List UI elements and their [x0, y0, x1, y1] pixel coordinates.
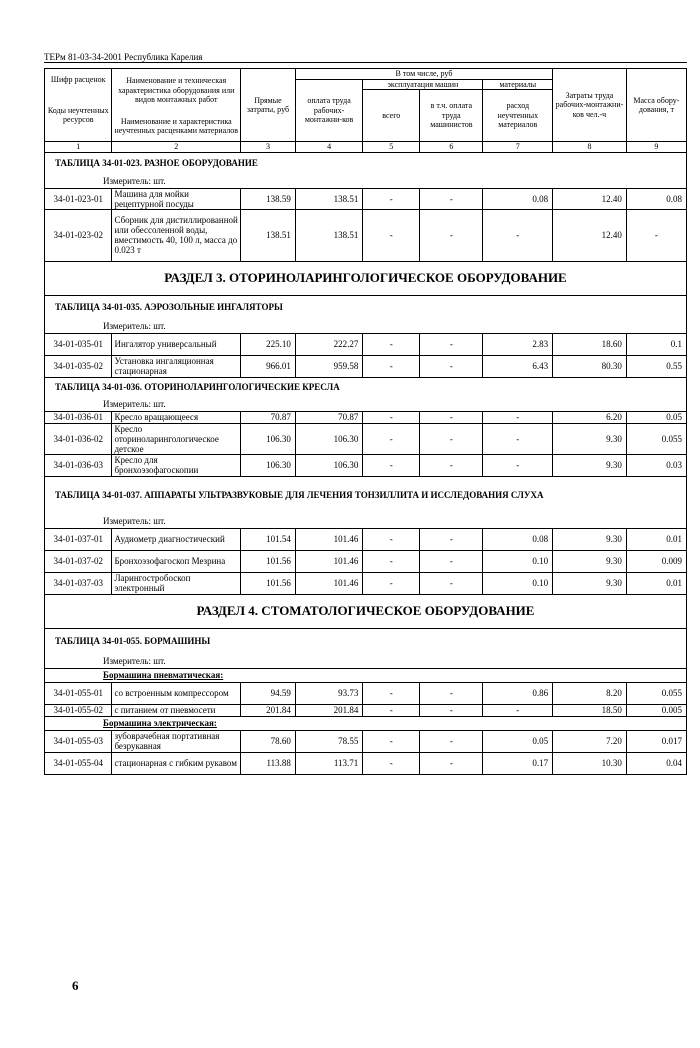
colnum: 5 — [363, 142, 420, 153]
col-header-labor: Затраты труда рабочих-монтажни-ков чел.-ч — [553, 69, 627, 142]
rate-code: 34-01-055-01 — [45, 682, 112, 704]
colnum: 7 — [483, 142, 553, 153]
cell-c4: 78.55 — [295, 730, 362, 752]
item-name: со встроенным компрессором — [112, 682, 241, 704]
col-header-name: Наименование и техническая характеристика оборудования или видов монтажных работ — [112, 69, 241, 112]
cell-c9: 0.005 — [626, 704, 686, 716]
cell-c7: 0.17 — [483, 752, 553, 774]
table-row — [45, 550, 687, 572]
cell-c6: - — [420, 682, 483, 704]
item-name: зубоврачебная портативная безрукавная — [112, 730, 241, 752]
cell-c6: - — [420, 730, 483, 752]
cell-c7: 6.43 — [483, 355, 553, 377]
cell-c8: 12.40 — [553, 188, 627, 209]
col-header-mass: Масса обору-дования, т — [626, 69, 686, 142]
cell-c4: 222.27 — [295, 333, 362, 355]
item-name: Установка ингаляционная стационарная — [112, 355, 241, 377]
cell-c3: 106.30 — [241, 454, 296, 476]
cell-c9: 0.055 — [626, 423, 686, 454]
item-name: стационарная с гибким рукавом — [112, 752, 241, 774]
cell-c3: 101.54 — [241, 528, 296, 550]
colnum: 9 — [626, 142, 686, 153]
cell-c8: 7.20 — [553, 730, 627, 752]
cell-c4: 138.51 — [295, 188, 362, 209]
column-numbers-row — [45, 142, 687, 153]
cell-c9: 0.05 — [626, 411, 686, 423]
cell-c3: 101.56 — [241, 572, 296, 594]
col-header-total: всего — [363, 90, 420, 142]
cell-c3: 225.10 — [241, 333, 296, 355]
rate-code: 34-01-055-04 — [45, 752, 112, 774]
cell-c8: 9.30 — [553, 550, 627, 572]
cell-c4: 93.73 — [295, 682, 362, 704]
cell-c5: - — [363, 454, 420, 476]
item-name: Кресло оториноларингологическое детское — [112, 423, 241, 454]
item-name: Сборник для дистиллированной или обессоленной воды, вместимость 40, 100 л, масса до 0.023 т — [112, 209, 241, 261]
rate-code: 34-01-037-03 — [45, 572, 112, 594]
cell-c7: - — [483, 411, 553, 423]
cell-c9: 0.1 — [626, 333, 686, 355]
cell-c4: 106.30 — [295, 423, 362, 454]
cell-c4: 106.30 — [295, 454, 362, 476]
cell-c3: 966.01 — [241, 355, 296, 377]
cell-c5: - — [363, 730, 420, 752]
cell-c4: 70.87 — [295, 411, 362, 423]
cell-c4: 138.51 — [295, 209, 362, 261]
cell-c9: 0.04 — [626, 752, 686, 774]
rate-code: 34-01-036-03 — [45, 454, 112, 476]
table-title: ТАБЛИЦА 34-01-037. АППАРАТЫ УЛЬТРАЗВУКОВЫЕ ДЛЯ ЛЕЧЕНИЯ ТОНЗИЛЛИТА И ИССЛЕДОВАНИЯ СЛУХА — [45, 476, 687, 514]
colnum: 8 — [553, 142, 627, 153]
rate-code: 34-01-023-02 — [45, 209, 112, 261]
cell-c5: - — [363, 682, 420, 704]
rate-code: 34-01-037-02 — [45, 550, 112, 572]
subgroup-title: Бормашина электрическая: — [45, 716, 687, 730]
cell-c7: 0.10 — [483, 550, 553, 572]
rate-code: 34-01-036-01 — [45, 411, 112, 423]
cell-c7: 0.86 — [483, 682, 553, 704]
col-header-materials: материалы — [483, 79, 553, 90]
cell-c3: 138.51 — [241, 209, 296, 261]
measure-unit: Измеритель: шт. — [45, 174, 687, 188]
rate-code: 34-01-035-01 — [45, 333, 112, 355]
cell-c3: 138.59 — [241, 188, 296, 209]
col-header-operators: в т.ч. оплата труда машинистов — [420, 90, 483, 142]
table-row — [45, 355, 687, 377]
table-row — [45, 752, 687, 774]
cell-c3: 101.56 — [241, 550, 296, 572]
cell-c6: - — [420, 752, 483, 774]
item-name: Аудиометр диагностический — [112, 528, 241, 550]
document-header: ТЕРм 81-03-34-2001 Республика Карелия — [44, 52, 203, 62]
col-header-materials-name: Наименование и характеристика неучтенных расценками материалов — [112, 112, 241, 142]
cell-c6: - — [420, 704, 483, 716]
cell-c3: 94.59 — [241, 682, 296, 704]
page-number: 6 — [72, 978, 79, 993]
cell-c9: 0.03 — [626, 454, 686, 476]
col-header-direct-costs: Прямые затраты, руб — [241, 69, 296, 142]
rate-code: 34-01-055-02 — [45, 704, 112, 716]
cell-c3: 70.87 — [241, 411, 296, 423]
cell-c6: - — [420, 333, 483, 355]
cell-c4: 101.46 — [295, 572, 362, 594]
cell-c4: 959.58 — [295, 355, 362, 377]
cell-c8: 6.20 — [553, 411, 627, 423]
cell-c5: - — [363, 528, 420, 550]
item-name: с питанием от пневмосети — [112, 704, 241, 716]
cell-c4: 101.46 — [295, 528, 362, 550]
cell-c5: - — [363, 411, 420, 423]
cell-c8: 8.20 — [553, 682, 627, 704]
cell-c6: - — [420, 550, 483, 572]
item-name: Ингалятор универсальный — [112, 333, 241, 355]
cell-c9: 0.009 — [626, 550, 686, 572]
cell-c5: - — [363, 550, 420, 572]
table-row — [45, 188, 687, 209]
header-rule — [44, 62, 687, 63]
cell-c9: 0.055 — [626, 682, 686, 704]
cell-c6: - — [420, 411, 483, 423]
col-header-group: В том числе, руб — [295, 69, 552, 80]
cell-c8: 9.30 — [553, 528, 627, 550]
colnum: 6 — [420, 142, 483, 153]
table-row — [45, 704, 687, 716]
cell-c7: - — [483, 423, 553, 454]
cell-c8: 12.40 — [553, 209, 627, 261]
cell-c9: 0.55 — [626, 355, 686, 377]
measure-unit: Измеритель: шт. — [45, 397, 687, 411]
col-header-code: Шифр расценок — [45, 69, 112, 90]
rate-code: 34-01-023-01 — [45, 188, 112, 209]
cell-c6: - — [420, 355, 483, 377]
cell-c7: - — [483, 704, 553, 716]
cell-c6: - — [420, 423, 483, 454]
table-row — [45, 423, 687, 454]
cell-c8: 9.30 — [553, 454, 627, 476]
cell-c7: - — [483, 209, 553, 261]
cell-c6: - — [420, 528, 483, 550]
cell-c4: 201.84 — [295, 704, 362, 716]
table-row — [45, 411, 687, 423]
table-row — [45, 528, 687, 550]
table-title: ТАБЛИЦА 34-01-055. БОРМАШИНЫ — [45, 628, 687, 654]
rates-table — [44, 68, 687, 775]
cell-c8: 9.30 — [553, 572, 627, 594]
cell-c6: - — [420, 209, 483, 261]
colnum: 2 — [112, 142, 241, 153]
cell-c3: 106.30 — [241, 423, 296, 454]
measure-unit: Измеритель: шт. — [45, 654, 687, 668]
table-title: ТАБЛИЦА 34-01-035. АЭРОЗОЛЬНЫЕ ИНГАЛЯТОРЫ — [45, 295, 687, 319]
rate-code: 34-01-036-02 — [45, 423, 112, 454]
cell-c5: - — [363, 188, 420, 209]
table-row — [45, 209, 687, 261]
cell-c5: - — [363, 209, 420, 261]
cell-c8: 10.30 — [553, 752, 627, 774]
table-row — [45, 454, 687, 476]
cell-c4: 101.46 — [295, 550, 362, 572]
table-row — [45, 572, 687, 594]
cell-c9: 0.01 — [626, 528, 686, 550]
measure-unit: Измеритель: шт. — [45, 319, 687, 333]
item-name: Машина для мойки рецептурной посуды — [112, 188, 241, 209]
section-title: РАЗДЕЛ 4. СТОМАТОЛОГИЧЕСКОЕ ОБОРУДОВАНИЕ — [45, 594, 687, 628]
section-title: РАЗДЕЛ 3. ОТОРИНОЛАРИНГОЛОГИЧЕСКОЕ ОБОРУДОВАНИЕ — [45, 261, 687, 295]
cell-c3: 201.84 — [241, 704, 296, 716]
table-row — [45, 682, 687, 704]
cell-c8: 80.30 — [553, 355, 627, 377]
cell-c5: - — [363, 333, 420, 355]
cell-c6: - — [420, 188, 483, 209]
cell-c6: - — [420, 454, 483, 476]
subgroup-title: Бормашина пневматическая: — [45, 668, 687, 682]
cell-c5: - — [363, 704, 420, 716]
cell-c9: 0.01 — [626, 572, 686, 594]
cell-c9: - — [626, 209, 686, 261]
cell-c6: - — [420, 572, 483, 594]
rate-code: 34-01-037-01 — [45, 528, 112, 550]
cell-c7: - — [483, 454, 553, 476]
cell-c5: - — [363, 752, 420, 774]
col-header-codes-unaccounted: Коды неучтенных ресурсов — [45, 90, 112, 142]
table-row — [45, 730, 687, 752]
item-name: Ларингостробоскоп электронный — [112, 572, 241, 594]
col-header-unaccounted: расход неучтенных материалов — [483, 90, 553, 142]
cell-c9: 0.017 — [626, 730, 686, 752]
cell-c8: 9.30 — [553, 423, 627, 454]
cell-c5: - — [363, 423, 420, 454]
item-name: Бронхоэзофагоскоп Мезрина — [112, 550, 241, 572]
table-title: ТАБЛИЦА 34-01-023. РАЗНОЕ ОБОРУДОВАНИЕ — [45, 152, 687, 174]
cell-c8: 18.60 — [553, 333, 627, 355]
table-row — [45, 333, 687, 355]
item-name: Кресло вращающееся — [112, 411, 241, 423]
colnum: 3 — [241, 142, 296, 153]
cell-c3: 78.60 — [241, 730, 296, 752]
cell-c7: 0.08 — [483, 188, 553, 209]
col-header-wages: оплата труда рабочих-монтажни-ков — [295, 79, 362, 142]
rate-code: 34-01-055-03 — [45, 730, 112, 752]
table-title: ТАБЛИЦА 34-01-036. ОТОРИНОЛАРИНГОЛОГИЧЕСКИЕ КРЕСЛА — [45, 377, 687, 397]
cell-c4: 113.71 — [295, 752, 362, 774]
cell-c7: 0.10 — [483, 572, 553, 594]
cell-c7: 0.08 — [483, 528, 553, 550]
col-header-machines: эксплуатация машин — [363, 79, 483, 90]
measure-unit: Измеритель: шт. — [45, 514, 687, 528]
colnum: 4 — [295, 142, 362, 153]
cell-c7: 0.05 — [483, 730, 553, 752]
cell-c7: 2.83 — [483, 333, 553, 355]
rate-code: 34-01-035-02 — [45, 355, 112, 377]
colnum: 1 — [45, 142, 112, 153]
cell-c8: 18.50 — [553, 704, 627, 716]
item-name: Кресло для бронхоэзофагоскопии — [112, 454, 241, 476]
cell-c3: 113.88 — [241, 752, 296, 774]
cell-c9: 0.08 — [626, 188, 686, 209]
cell-c5: - — [363, 355, 420, 377]
cell-c5: - — [363, 572, 420, 594]
